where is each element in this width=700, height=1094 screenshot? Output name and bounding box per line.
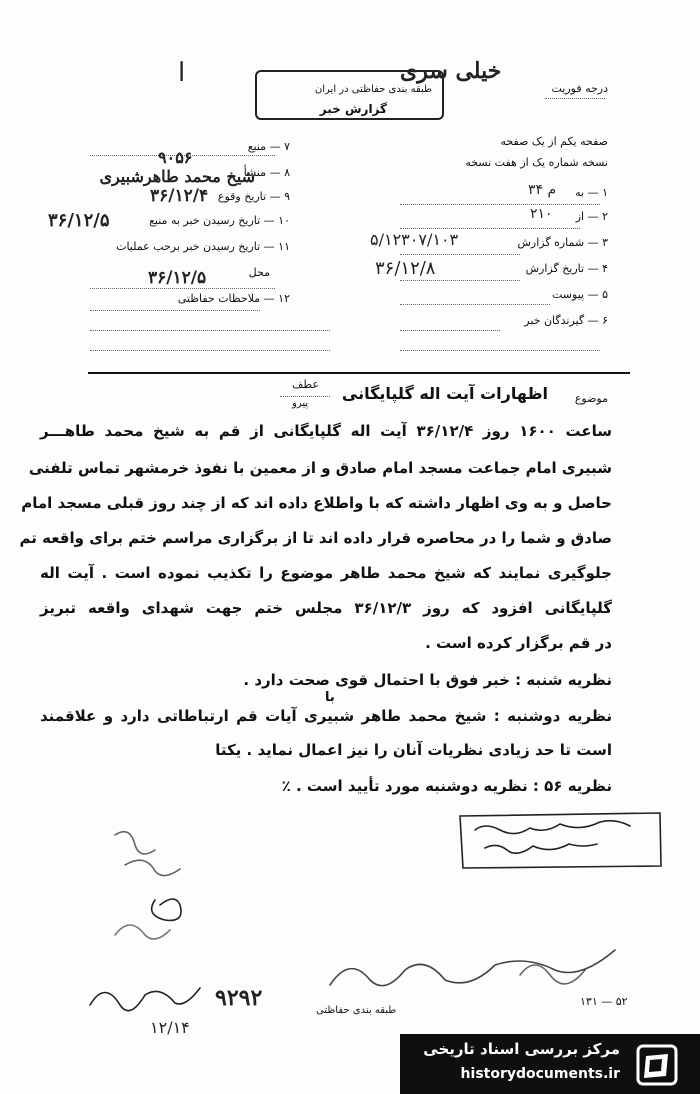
stamp-text: طبقه بندی حفاظتی در ایران: [314, 84, 432, 95]
archive-logo-icon: [632, 1040, 682, 1090]
left-field-8: ۸ — منشأ: [243, 166, 290, 179]
left-field-9: ۹ — تاریخ وقوع: [217, 190, 290, 203]
right-field-4: ۴ — تاریخ گزارش: [525, 262, 608, 275]
watermark-url: historydocuments.ir: [460, 1066, 620, 1082]
priority-label: درجه فوریت: [551, 82, 608, 95]
right-field-5: ۵ — پیوست: [552, 288, 608, 301]
left-field-11: ۱۱ — تاریخ رسیدن خبر برحب عملیات: [116, 240, 290, 253]
opinion-line: نظریه دوشنبه : شیخ محمد طاهر شبیری آیات قم ارتباطاتی دارد و علاقمند: [40, 707, 612, 725]
handwritten-marginal-notes: [95, 815, 245, 965]
right-field-3: ۳ — شماره گزارش: [517, 236, 608, 249]
footer-classification: طبقه بندی حفاظتی: [316, 1005, 397, 1016]
opinion-line: نظریه شنبه : خبر فوق با احتمال قوی صحت دارد .: [243, 671, 612, 689]
source-date-value: ۳۶/۱۲/۵: [48, 210, 110, 231]
body-line: حاصل و به وی اظهار داشته که با واطلاع داده اند که از چند روز قبلی مسجد امام: [21, 494, 612, 512]
opinion-insert: با: [325, 690, 335, 705]
opinion-line: است تا حد زیادی نظریات آنان را نیز اعمال نماید . یکتا: [215, 741, 612, 759]
right-field-2: ۲ — از: [575, 210, 608, 223]
copy-number-label: نسخه شماره یک از هفت نسخه: [465, 156, 608, 169]
form-code: ۱۳۱ — ۵۲: [580, 995, 628, 1008]
report-number-value: ۵/۱۲۳۰۷/۱۰۳: [370, 230, 459, 249]
page-mark: ا: [178, 58, 186, 88]
body-line: ساعت ۱۶۰۰ روز ۳۶/۱۲/۴ آیت اله گلپایگانی از قم به شیخ محمد طاهـــر: [40, 422, 612, 440]
watermark: [400, 1034, 700, 1094]
watermark-title: مرکز بررسی اسناد تاریخی: [423, 1040, 620, 1058]
page-count-label: صفحه یکم از یک صفحه: [500, 135, 608, 148]
stamp-handwriting: خیلی سری: [400, 58, 502, 84]
body-line: صادق و شما را در محاصره قرار داده اند تا از برگزاری مراسم ختم برای واقعه تم: [19, 529, 612, 547]
subject-text: اظهارات آیت اله گلپایگانی: [341, 384, 548, 403]
subject-person-name: شیخ محمد طاهرشبیری: [99, 167, 255, 186]
handwritten-note-box: [455, 808, 665, 878]
body-line: شبیری امام جماعت مسجد امام صادق و از معمین با نفوذ خرمشهر تماس تلفنی: [28, 459, 612, 477]
right-field-1: ۱ — به: [575, 186, 608, 199]
occurrence-date-value: ۳۶/۱۲/۴: [150, 186, 209, 206]
stamp-subtitle: گزارش خبر: [319, 102, 387, 116]
footer-handwritten-date: ۱۲/۱۴: [150, 1018, 190, 1037]
right-field-6: ۶ — گیرندگان خبر: [524, 314, 608, 327]
place-label: محل: [248, 266, 270, 279]
reference-sub: پیرو: [292, 398, 309, 409]
left-field-12: ۱۲ — ملاحظات حفاظتی: [177, 292, 290, 305]
left-field-10: ۱۰ — تاریخ رسیدن خبر به منبع: [149, 214, 290, 227]
opinion-line: نظریه ۵۶ : نظریه دوشنبه مورد تأیید است . ٪: [281, 777, 612, 795]
reference-label: عطف: [292, 378, 319, 391]
report-date-value: ۳۶/۱۲/۸: [375, 258, 436, 279]
body-line: گلپایگانی افزود که روز ۳۶/۱۲/۳ مجلس ختم جهت شهدای واقعه تبریز: [40, 599, 612, 617]
right-field-1-value: م ۳۴: [528, 182, 557, 198]
left-field-7: ۷ — منبع: [247, 140, 290, 153]
right-field-2-value: ۲۱۰: [530, 206, 553, 222]
body-line: جلوگیری نمایند که شیخ محمد طاهر موضوع را تکذیب نموده است . آیت اله: [40, 564, 612, 582]
file-number: ۹۰۵۶: [158, 148, 193, 167]
operations-date-value: ۳۶/۱۲/۵: [148, 268, 207, 288]
footer-handwritten-number: ۹۲۹۲: [215, 985, 263, 1011]
subject-label: موضوع: [574, 392, 608, 405]
body-line: در قم برگزار کرده است .: [425, 634, 612, 652]
